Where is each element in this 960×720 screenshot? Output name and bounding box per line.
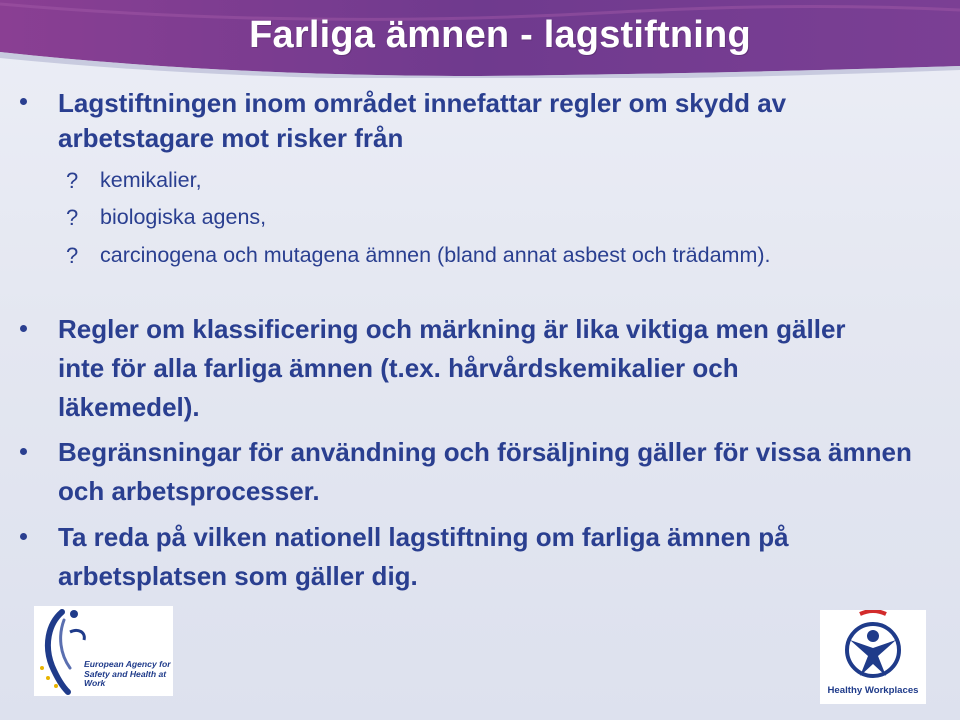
bullet-text: Begränsningar för användning och försäljning gäller för vissa ämnen och arbetsprocesser. bbox=[58, 437, 912, 506]
eu-osha-logo-text: European Agency for Safety and Health at Work bbox=[84, 659, 171, 688]
sub-item-marker: ? bbox=[66, 168, 79, 193]
title-banner bbox=[0, 0, 960, 78]
sub-item-text: biologiska agens, bbox=[100, 205, 267, 229]
sub-item-marker: ? bbox=[66, 205, 79, 230]
sub-item-text: carcinogena och mutagena ämnen (bland annat asbest och trädamm). bbox=[100, 243, 771, 267]
healthy-workplaces-logo bbox=[820, 610, 926, 704]
sub-item-text: kemikalier, bbox=[100, 168, 202, 192]
sub-item-marker: ? bbox=[66, 243, 79, 268]
bullet-dot-icon bbox=[20, 325, 27, 332]
bullet-text: Ta reda på vilken nationell lagstiftning om farliga ämnen på arbetsplatsen som gäller dig. bbox=[58, 522, 789, 591]
bullet-dot-icon bbox=[20, 98, 27, 105]
bullet-text: Regler om klassificering och märkning är lika viktiga men gäller inte för alla farliga ämnen (t.ex. hårvårdskemikalier och läkemedel). bbox=[58, 314, 846, 422]
bullet-text: Lagstiftningen inom området innefattar regler om skydd av arbetstagare mot risker från bbox=[58, 88, 787, 153]
slide-title: Farliga ämnen - lagstiftning bbox=[249, 14, 751, 56]
bullet-dot-icon bbox=[20, 448, 27, 455]
eu-osha-logo bbox=[34, 606, 173, 696]
healthy-workplaces-logo-text: Healthy Workplaces bbox=[827, 685, 919, 696]
bullet-dot-icon bbox=[20, 533, 27, 540]
